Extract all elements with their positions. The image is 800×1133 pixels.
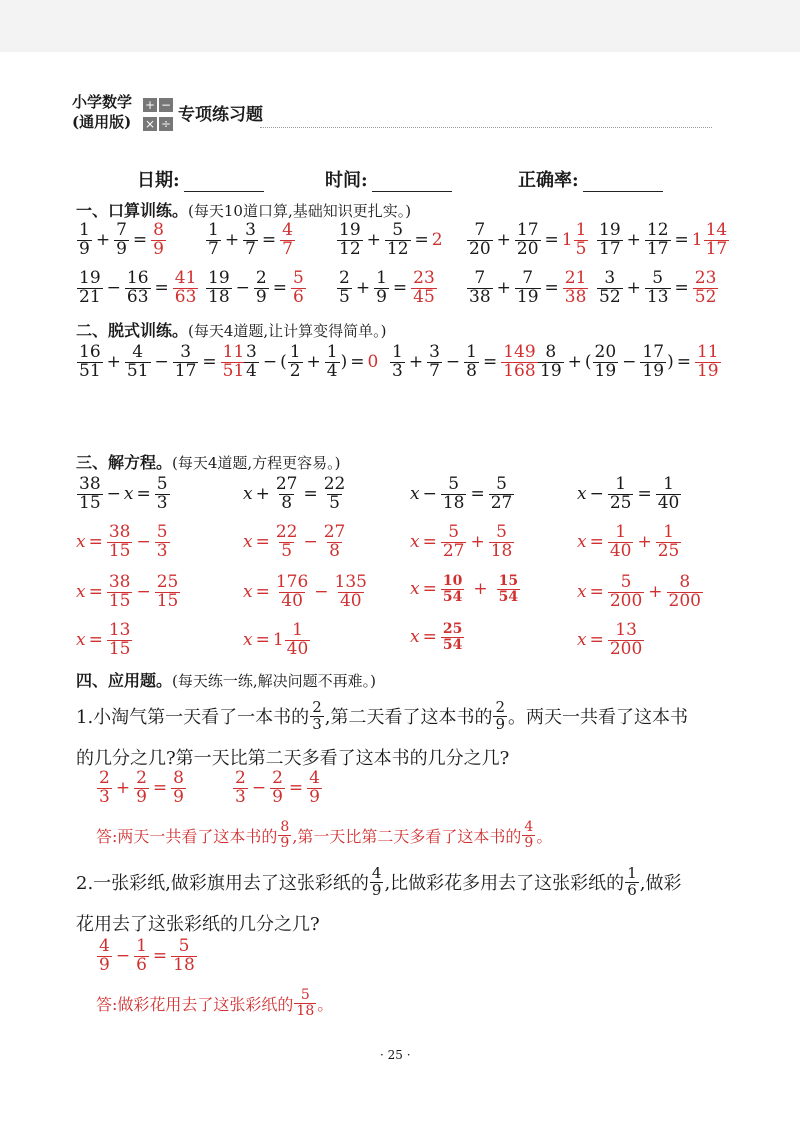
problem-2-calc: $\frac{4}{9}$ − $\frac{1}{6}$ = $\frac{5}{18}$	[99, 936, 195, 975]
problem-1-text-2: 的几分之几?第一天比第二天多看了这本书的几分之几?	[76, 748, 510, 769]
time-field: 时间:	[325, 166, 452, 192]
s1-eq-10: $\frac{3}{52}$ + $\frac{5}{13}$ = $\frac{23}{52}$	[599, 268, 717, 307]
s3-eq-1-answer: x = $\frac{13}{15}$	[76, 620, 131, 659]
s2-eq-1: $\frac{16}{51}$ + $\frac{4}{51}$ − $\frac{3}{17}$ = $\frac{11}{51}$	[79, 342, 245, 381]
accuracy-field: 正确率:	[518, 166, 663, 192]
s3-eq-4-step-2: x = $\frac{5}{200}$ + $\frac{8}{200}$	[577, 572, 701, 611]
s3-eq-4-step-1: x = $\frac{1}{40}$ + $\frac{1}{25}$	[577, 522, 680, 561]
problem-1-text: 1.小淘气第一天看了一本书的 $\frac{2}{3}$ ,第二天看了这本书的 $\frac{2}{9}$ 。两天一共看了这本书	[76, 698, 689, 733]
s1-eq-1: $\frac{1}{9}$ + $\frac{7}{9}$ = $\frac{8}{9}$	[79, 220, 164, 259]
plus-icon: +	[144, 98, 156, 112]
s3-eq-3-step-1: x = $\frac{5}{27}$ + $\frac{5}{18}$	[410, 522, 513, 561]
series-line-2: (通用版)	[72, 113, 132, 131]
s1-eq-8: $\frac{2}{5}$ + $\frac{1}{9}$ = $\frac{23}{45}$	[339, 268, 435, 307]
s3-eq-2-step-1: x = $\frac{22}{5}$ − $\frac{27}{8}$	[243, 522, 346, 561]
problem-2-text: 2.一张彩纸,做彩旗用去了这张彩纸的 $\frac{4}{9}$ ,比做彩花多用去了这张彩纸的 $\frac{1}{6}$ ,做彩	[76, 864, 682, 899]
s2-eq-3: $\frac{1}{3}$ + $\frac{3}{7}$ − $\frac{1}{8}$ = $\frac{149}{168}$	[392, 342, 536, 381]
accuracy-blank[interactable]	[583, 173, 663, 192]
section-4-heading: 四、应用题。(每天练一练,解决问题不再难。)	[76, 671, 376, 690]
s1-eq-7: $\frac{19}{18}$ − $\frac{2}{9}$ = $\frac{5}{6}$	[208, 268, 304, 307]
problem-2-text-2: 花用去了这张彩纸的几分之几?	[76, 914, 320, 935]
s3-eq-4: x − $\frac{1}{25}$ = $\frac{1}{40}$	[577, 474, 680, 513]
header-band	[0, 0, 800, 52]
header-divider	[260, 127, 712, 128]
s2-eq-2: $\frac{3}{4}$ − ( $\frac{1}{2}$ + $\frac{1}{4}$ ) = 0	[246, 342, 379, 381]
s3-eq-2-answer: x = 1 $\frac{1}{40}$	[243, 620, 309, 659]
page-number: · 25 ·	[380, 1048, 411, 1062]
minus-icon: −	[160, 98, 172, 112]
s3-eq-1-step-2: x = $\frac{38}{15}$ − $\frac{25}{15}$	[76, 572, 179, 611]
problem-1-calc-2: $\frac{2}{3}$ − $\frac{2}{9}$ = $\frac{4}{9}$	[235, 768, 320, 807]
s3-eq-1: $\frac{38}{15}$ − x = $\frac{5}{3}$	[79, 474, 168, 513]
problem-2-answer: 答:做彩花用去了这张彩纸的 $\frac{5}{18}$ 。	[96, 987, 334, 1019]
section-3-heading: 三、解方程。(每天4道题,方程更容易。)	[76, 453, 341, 472]
s3-eq-4-answer: x = $\frac{13}{200}$	[577, 620, 643, 659]
s3-eq-2: x + $\frac{27}{8}$ = $\frac{22}{5}$	[243, 474, 346, 513]
times-icon: ×	[144, 117, 156, 131]
s1-eq-5: $\frac{19}{17}$ + $\frac{12}{17}$ = 1 $\frac{14}{17}$	[599, 220, 728, 259]
problem-1-calc-1: $\frac{2}{3}$ + $\frac{2}{9}$ = $\frac{8}{9}$	[99, 768, 184, 807]
series-line-1: 小学数学	[72, 93, 133, 111]
s3-eq-3: x − $\frac{5}{18}$ = $\frac{5}{27}$	[410, 474, 513, 513]
divide-icon: ÷	[160, 117, 172, 131]
section-1-heading: 一、口算训练。(每天10道口算,基础知识更扎实。)	[76, 201, 412, 220]
s1-eq-9: $\frac{7}{38}$ + $\frac{7}{19}$ = $\frac{21}{38}$	[469, 268, 587, 307]
series-name	[72, 92, 132, 132]
s2-eq-4: $\frac{8}{19}$ + ( $\frac{20}{19}$ − $\frac{17}{19}$ ) = $\frac{11}{19}$	[540, 342, 719, 381]
s1-eq-4: $\frac{7}{20}$ + $\frac{17}{20}$ = 1 $\frac{1}{5}$	[469, 220, 587, 259]
s3-eq-2-step-2: x = $\frac{176}{40}$ − $\frac{135}{40}$	[243, 572, 367, 611]
s3-eq-3-step-2: x = $\frac{10}{54}$ + $\frac{15}{54}$	[410, 573, 519, 605]
s3-eq-1-step-1: x = $\frac{38}{15}$ − $\frac{5}{3}$	[76, 522, 168, 561]
s1-eq-3: $\frac{19}{12}$ + $\frac{5}{12}$ = 2	[339, 220, 443, 259]
date-field: 日期:	[137, 166, 264, 192]
page-title: 专项练习题	[178, 105, 263, 125]
date-blank[interactable]	[184, 173, 264, 192]
time-blank[interactable]	[372, 173, 452, 192]
math-operators-logo	[142, 94, 176, 132]
section-2-heading: 二、脱式训练。(每天4道题,让计算变得简单。)	[76, 321, 387, 340]
s1-eq-6: $\frac{19}{21}$ − $\frac{16}{63}$ = $\frac{41}{63}$	[79, 268, 197, 307]
s1-eq-2: $\frac{1}{7}$ + $\frac{3}{7}$ = $\frac{4}{7}$	[208, 220, 293, 259]
s3-eq-3-answer: x = $\frac{25}{54}$	[410, 621, 463, 653]
problem-1-answer: 答:两天一共看了这本书的 $\frac{8}{9}$ ,第一天比第二天多看了这本书的 $\frac{4}{9}$ 。	[96, 819, 553, 851]
